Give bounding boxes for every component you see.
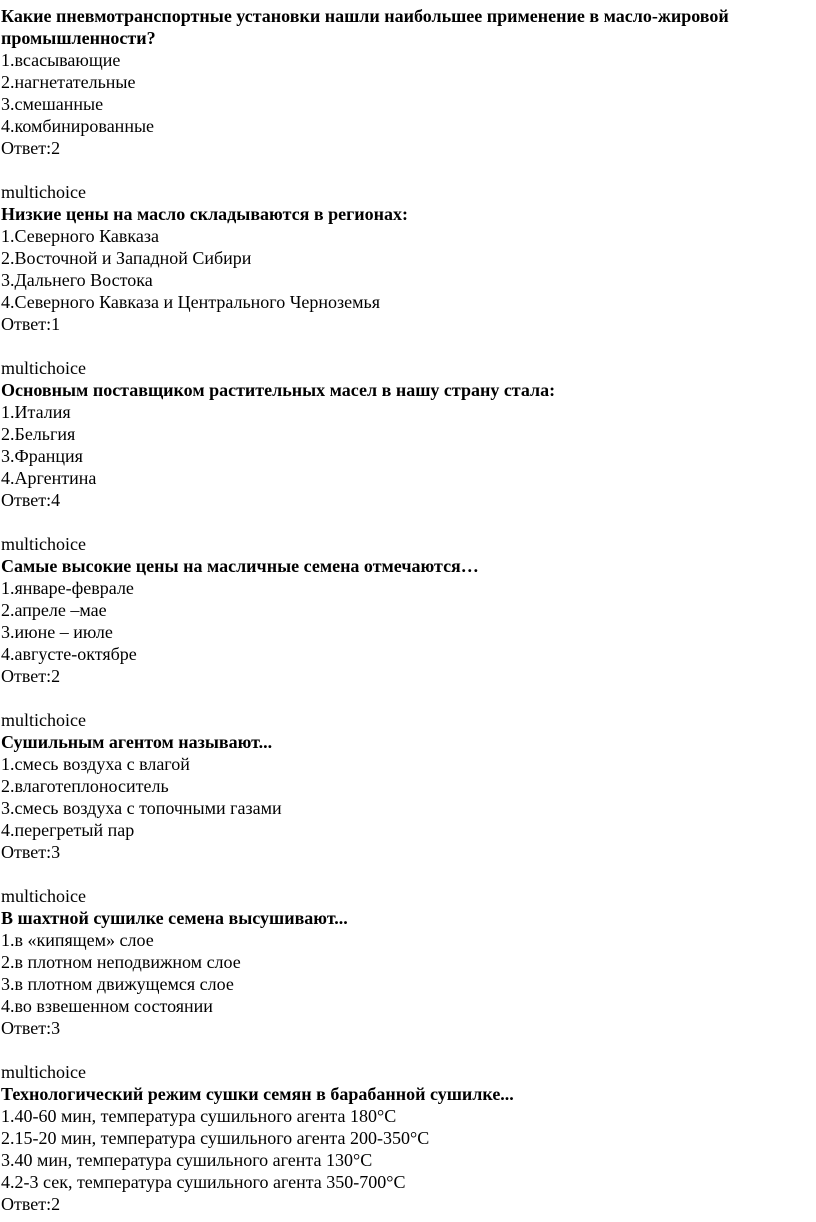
option-1: 1.январе-феврале bbox=[1, 578, 134, 598]
option-4: 4.комбинированные bbox=[1, 116, 155, 136]
answer-text: Ответ:3 bbox=[1, 842, 61, 862]
question-text: В шахтной сушилке семена высушивают... bbox=[1, 908, 348, 928]
option-2: 2.в плотном неподвижном слое bbox=[1, 952, 241, 972]
answer-text: Ответ:2 bbox=[1, 1194, 61, 1214]
option-1: 1.Италия bbox=[1, 402, 71, 422]
question-block-5 bbox=[1, 709, 806, 863]
option-4: 4.2-3 сек, температура сушильного агента 350-700°С bbox=[1, 1172, 406, 1192]
question-text: Основным поставщиком растительных масел в нашу страну стала: bbox=[1, 380, 556, 400]
question-type: multichoice bbox=[1, 182, 86, 202]
option-2: 2.15-20 мин, температура сушильного агента 200-350°С bbox=[1, 1128, 430, 1148]
answer-text: Ответ:2 bbox=[1, 138, 61, 158]
option-3: 3.в плотном движущемся слое bbox=[1, 974, 234, 994]
option-3: 3.смесь воздуха с топочными газами bbox=[1, 798, 282, 818]
question-type: multichoice bbox=[1, 358, 86, 378]
option-4: 4.перегретый пар bbox=[1, 820, 135, 840]
question-text: Сушильным агентом называют... bbox=[1, 732, 273, 752]
option-1: 1.40-60 мин, температура сушильного агента 180°С bbox=[1, 1106, 397, 1126]
option-3: 3.смешанные bbox=[1, 94, 104, 114]
option-3: 3.40 мин, температура сушильного агента 130°С bbox=[1, 1150, 373, 1170]
question-type: multichoice bbox=[1, 710, 86, 730]
question-block-7 bbox=[1, 1061, 806, 1215]
question-block-4 bbox=[1, 533, 806, 687]
option-2: 2.нагнетательные bbox=[1, 72, 136, 92]
answer-text: Ответ:4 bbox=[1, 490, 61, 510]
option-4: 4.во взвешенном состоянии bbox=[1, 996, 213, 1016]
option-3: 3.Дальнего Востока bbox=[1, 270, 153, 290]
answer-text: Ответ:3 bbox=[1, 1018, 61, 1038]
answer-text: Ответ:1 bbox=[1, 314, 61, 334]
option-2: 2.апреле –мае bbox=[1, 600, 107, 620]
option-1: 1.Северного Кавказа bbox=[1, 226, 159, 246]
option-4: 4.августе-октябре bbox=[1, 644, 137, 664]
option-2: 2.Восточной и Западной Сибири bbox=[1, 248, 252, 268]
option-3: 3.Франция bbox=[1, 446, 83, 466]
question-text: Самые высокие цены на масличные семена отмечаются… bbox=[1, 556, 479, 576]
option-2: 2.Бельгия bbox=[1, 424, 76, 444]
question-text: Низкие цены на масло складываются в регионах: bbox=[1, 204, 408, 224]
option-1: 1.в «кипящем» слое bbox=[1, 930, 154, 950]
document-body bbox=[1, 5, 806, 1215]
option-4: 4.Аргентина bbox=[1, 468, 97, 488]
answer-text: Ответ:2 bbox=[1, 666, 61, 686]
question-block-3 bbox=[1, 357, 806, 511]
question-type: multichoice bbox=[1, 1062, 86, 1082]
question-text: Какие пневмотранспортные установки нашли наибольшее применение в масло-жировой промышленности? bbox=[1, 6, 729, 48]
question-type: multichoice bbox=[1, 534, 86, 554]
option-2: 2.влаготеплоноситель bbox=[1, 776, 169, 796]
question-text: Технологический режим сушки семян в барабанной сушилке... bbox=[1, 1084, 514, 1104]
question-type: multichoice bbox=[1, 886, 86, 906]
option-1: 1.смесь воздуха с влагой bbox=[1, 754, 190, 774]
question-block-2 bbox=[1, 181, 806, 335]
option-4: 4.Северного Кавказа и Центрального Черноземья bbox=[1, 292, 381, 312]
option-3: 3.июне – июле bbox=[1, 622, 113, 642]
question-block-6 bbox=[1, 885, 806, 1039]
question-block-1 bbox=[1, 5, 806, 159]
option-1: 1.всасывающие bbox=[1, 50, 121, 70]
